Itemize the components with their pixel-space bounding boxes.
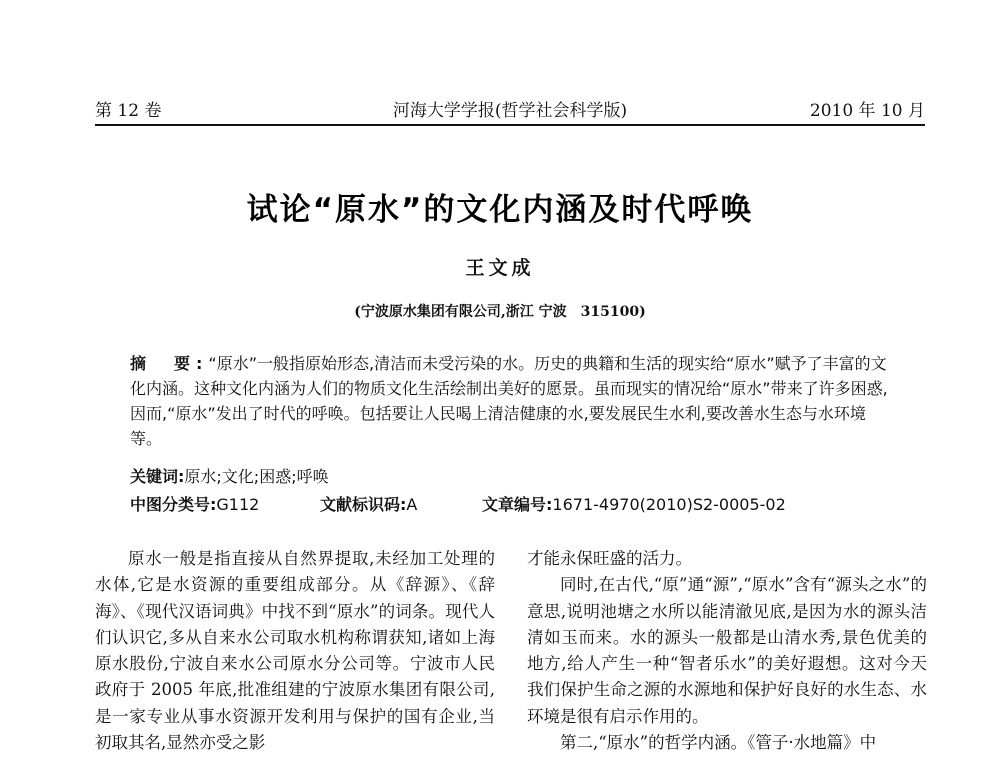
body-paragraph: 才能永保旺盛的活力。 bbox=[527, 549, 692, 568]
journal-name: 河海大学学报(哲学社会科学版) bbox=[392, 101, 628, 121]
abstract-text: “原水”一般指原始形态,清洁而未受污染的水。历史的典籍和生活的现实给“原水”赋予了丰富的文化内涵。这种文化内涵为人们的物质文化生活绘制出美好的愿景。虽而现实的情况给“原水”带来了许多困惑,因而,“原水”发出了时代的呼唤。包括要让人民喝上清洁健康的水,要发展民生水利,要改善水生态与水环境等。 bbox=[130, 354, 888, 448]
body-column-right bbox=[527, 546, 927, 756]
clc-value: G112 bbox=[216, 495, 260, 514]
article-number-value: 1671-4970(2010)S2-0005-02 bbox=[552, 495, 786, 514]
abstract bbox=[130, 351, 890, 451]
document-code-value: A bbox=[406, 495, 418, 514]
article-number bbox=[482, 492, 786, 515]
body-paragraph: 第二,“原水”的哲学内涵。《管子·水地篇》中 bbox=[560, 733, 877, 753]
keywords-label: 关键词: bbox=[130, 467, 185, 486]
document-code-label: 文献标识码: bbox=[320, 495, 407, 514]
clc-number bbox=[130, 492, 259, 515]
article-author: 王文成 bbox=[465, 257, 535, 279]
running-header bbox=[95, 100, 925, 126]
abstract-label: 摘 要: bbox=[130, 354, 209, 373]
keywords-text: 原水;文化;困惑;呼唤 bbox=[184, 467, 329, 486]
author-affiliation: (宁波原水集团有限公司,浙江 宁波 315100) bbox=[354, 304, 646, 320]
body-paragraph: 同时,在古代,“原”通“源”,“原水”含有“源头之水”的意思,说明池塘之水所以能清澈见底,是因为水的源头洁清如玉而来。水的源头一般都是山清水秀,景色优美的地方,给人产生一种“智者乐水”的美好遐想。这对今天我们保护生命之源的水源地和保护好良好的水生态、水环境是很有启示作用的。 bbox=[527, 575, 927, 726]
issue-date: 2010 年 10 月 bbox=[809, 101, 925, 121]
body-column-left bbox=[95, 546, 495, 756]
article-title: 试论“原水”的文化内涵及时代呼唤 bbox=[246, 192, 754, 228]
document-code bbox=[320, 492, 417, 515]
keywords bbox=[130, 464, 329, 487]
body-paragraph: 原水一般是指直接从自然界提取,未经加工处理的水体,它是水资源的重要组成部分。从《辞源》、《辞海》、《现代汉语词典》中找不到“原水”的词条。现代人们认识它,多从自来水公司取水机构称谓获知,诸如上海原水股份,宁波自来水公司原水分公司等。宁波市人民政府于 2005 年底,批准组建的宁波原水集团有限公司,是一家专业从事水资源开发利用与保护的国有企业,当初取其名,显然亦受之影 bbox=[95, 549, 495, 753]
article-number-label: 文章编号: bbox=[482, 495, 553, 514]
clc-label: 中图分类号: bbox=[130, 495, 217, 514]
volume-number: 第 12 卷 bbox=[95, 101, 162, 121]
